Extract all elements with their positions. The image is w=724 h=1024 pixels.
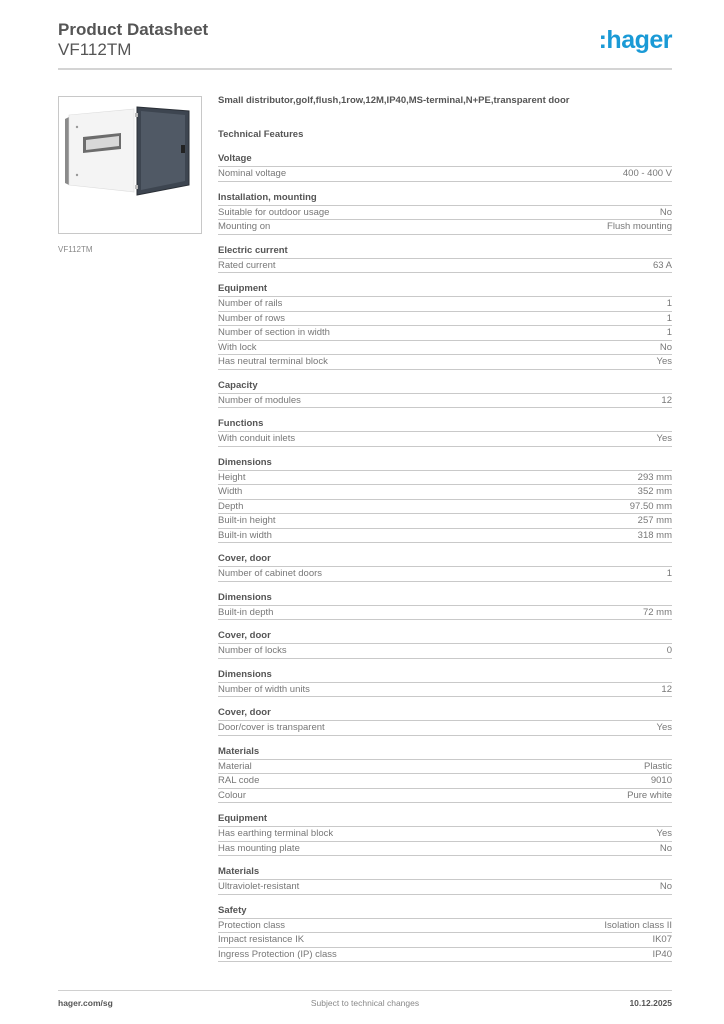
feature-label: Number of cabinet doors bbox=[218, 568, 323, 579]
feature-row bbox=[218, 220, 672, 235]
feature-label: With conduit inlets bbox=[218, 433, 296, 444]
product-image bbox=[58, 96, 202, 234]
feature-row bbox=[218, 206, 672, 221]
feature-row bbox=[218, 606, 672, 621]
feature-label: Width bbox=[218, 486, 243, 497]
feature-value: 1 bbox=[666, 298, 672, 309]
feature-label: Nominal voltage bbox=[218, 168, 287, 179]
feature-value: 72 mm bbox=[642, 606, 672, 618]
feature-group bbox=[218, 592, 672, 621]
feature-value: 0 bbox=[666, 645, 672, 656]
product-code: VF112TM bbox=[58, 40, 132, 59]
feature-value: No bbox=[659, 206, 672, 218]
feature-row bbox=[218, 933, 672, 948]
feature-value: No bbox=[659, 842, 672, 854]
feature-label: Has mounting plate bbox=[218, 842, 300, 854]
feature-value: 63 A bbox=[652, 259, 672, 271]
feature-row bbox=[218, 394, 672, 409]
feature-group bbox=[218, 153, 672, 182]
feature-row bbox=[218, 312, 672, 327]
feature-row bbox=[218, 683, 672, 698]
feature-value: 318 mm bbox=[637, 529, 672, 541]
disclaimer: Subject to technical changes bbox=[310, 998, 420, 1008]
feature-label: Suitable for outdoor usage bbox=[218, 206, 330, 218]
feature-row bbox=[218, 880, 672, 895]
header-divider bbox=[58, 68, 672, 70]
feature-value: 1 bbox=[666, 312, 672, 324]
feature-group bbox=[218, 553, 672, 582]
feature-row bbox=[218, 471, 672, 486]
feature-label: Has earthing terminal block bbox=[218, 828, 334, 839]
footer-divider bbox=[58, 990, 672, 991]
group-title: Materials bbox=[218, 866, 672, 880]
feature-label: Ingress Protection (IP) class bbox=[218, 948, 337, 960]
feature-label: Height bbox=[218, 471, 246, 483]
feature-row bbox=[218, 326, 672, 341]
feature-group bbox=[218, 707, 672, 736]
feature-value: Yes bbox=[656, 433, 672, 444]
product-description: Small distributor,golf,flush,1row,12M,IP40,MS-terminal,N+PE,transparent door bbox=[218, 95, 570, 106]
group-title: Capacity bbox=[218, 380, 672, 394]
feature-row bbox=[218, 760, 672, 775]
feature-row bbox=[218, 514, 672, 529]
feature-value: 97.50 mm bbox=[629, 500, 672, 512]
feature-group bbox=[218, 457, 672, 544]
group-title: Installation, mounting bbox=[218, 192, 672, 206]
feature-label: Depth bbox=[218, 500, 244, 512]
feature-row bbox=[218, 827, 672, 842]
feature-group bbox=[218, 866, 672, 895]
feature-row bbox=[218, 948, 672, 963]
feature-value: 9010 bbox=[650, 775, 672, 786]
feature-row bbox=[218, 500, 672, 515]
feature-row bbox=[218, 341, 672, 356]
feature-value: No bbox=[659, 341, 672, 353]
feature-group bbox=[218, 418, 672, 447]
feature-value: 1 bbox=[666, 568, 672, 579]
group-title: Dimensions bbox=[218, 592, 672, 606]
hager-logo: :hager bbox=[598, 26, 672, 54]
feature-label: Number of rows bbox=[218, 312, 286, 324]
distributor-illustration bbox=[59, 97, 201, 233]
feature-group bbox=[218, 283, 672, 370]
group-title: Cover, door bbox=[218, 707, 672, 721]
feature-value: 1 bbox=[666, 327, 672, 338]
page-header bbox=[58, 20, 672, 60]
feature-label: Number of width units bbox=[218, 683, 310, 695]
feature-group bbox=[218, 905, 672, 963]
feature-label: Has neutral terminal block bbox=[218, 356, 328, 367]
group-title: Electric current bbox=[218, 245, 672, 259]
feature-group bbox=[218, 630, 672, 659]
feature-value: Pure white bbox=[627, 789, 672, 801]
group-title: Dimensions bbox=[218, 457, 672, 471]
feature-row bbox=[218, 919, 672, 934]
group-title: Equipment bbox=[218, 813, 672, 827]
technical-features-heading: Technical Features bbox=[218, 129, 304, 140]
feature-row bbox=[218, 167, 672, 182]
group-title: Equipment bbox=[218, 283, 672, 297]
feature-label: Impact resistance IK bbox=[218, 934, 305, 945]
feature-value: Yes bbox=[656, 722, 672, 733]
feature-value: 12 bbox=[661, 683, 672, 695]
feature-label: RAL code bbox=[218, 775, 260, 786]
feature-group bbox=[218, 245, 672, 274]
feature-label: Built-in height bbox=[218, 515, 276, 526]
feature-row bbox=[218, 259, 672, 274]
feature-row bbox=[218, 644, 672, 659]
feature-label: Rated current bbox=[218, 259, 276, 271]
feature-label: Number of locks bbox=[218, 645, 287, 656]
feature-value: Yes bbox=[656, 828, 672, 839]
feature-group bbox=[218, 669, 672, 698]
feature-group bbox=[218, 192, 672, 235]
feature-group bbox=[218, 813, 672, 856]
feature-value: IK07 bbox=[652, 934, 672, 945]
feature-label: Number of section in width bbox=[218, 327, 330, 338]
feature-row bbox=[218, 567, 672, 582]
feature-label: Built-in width bbox=[218, 529, 272, 541]
feature-value: Plastic bbox=[644, 760, 672, 772]
feature-value: Isolation class II bbox=[604, 919, 672, 931]
feature-value: Flush mounting bbox=[607, 221, 672, 232]
feature-label: Colour bbox=[218, 789, 246, 801]
feature-row bbox=[218, 721, 672, 736]
group-title: Voltage bbox=[218, 153, 672, 167]
group-title: Functions bbox=[218, 418, 672, 432]
feature-value: Yes bbox=[656, 356, 672, 367]
feature-group bbox=[218, 380, 672, 409]
feature-value: IP40 bbox=[652, 948, 672, 960]
feature-label: Protection class bbox=[218, 919, 286, 931]
feature-value: 352 mm bbox=[637, 486, 672, 497]
feature-row bbox=[218, 774, 672, 789]
group-title: Cover, door bbox=[218, 553, 672, 567]
feature-value: No bbox=[659, 881, 672, 892]
group-title: Dimensions bbox=[218, 669, 672, 683]
group-title: Safety bbox=[218, 905, 672, 919]
feature-label: Door/cover is transparent bbox=[218, 722, 325, 733]
document-date: 10.12.2025 bbox=[629, 998, 672, 1008]
feature-row bbox=[218, 485, 672, 500]
feature-row bbox=[218, 842, 672, 857]
document-title: Product Datasheet bbox=[58, 20, 209, 39]
website-link[interactable]: hager.com/sg bbox=[58, 998, 113, 1008]
feature-row bbox=[218, 297, 672, 312]
feature-value: 12 bbox=[661, 394, 672, 406]
feature-label: With lock bbox=[218, 341, 257, 353]
feature-groups bbox=[218, 153, 672, 962]
feature-value: 400 - 400 V bbox=[622, 168, 672, 179]
group-title: Cover, door bbox=[218, 630, 672, 644]
feature-label: Number of modules bbox=[218, 394, 301, 406]
feature-label: Material bbox=[218, 760, 252, 772]
feature-value: 293 mm bbox=[637, 471, 672, 483]
feature-group bbox=[218, 746, 672, 804]
feature-value: 257 mm bbox=[637, 515, 672, 526]
feature-row bbox=[218, 355, 672, 370]
feature-label: Ultraviolet-resistant bbox=[218, 881, 300, 892]
image-caption: VF112TM bbox=[58, 245, 93, 254]
feature-label: Number of rails bbox=[218, 298, 283, 309]
datasheet-content bbox=[218, 95, 672, 962]
feature-label: Mounting on bbox=[218, 221, 271, 232]
feature-row bbox=[218, 789, 672, 804]
group-title: Materials bbox=[218, 746, 672, 760]
feature-label: Built-in depth bbox=[218, 606, 274, 618]
feature-row bbox=[218, 432, 672, 447]
feature-row bbox=[218, 529, 672, 544]
